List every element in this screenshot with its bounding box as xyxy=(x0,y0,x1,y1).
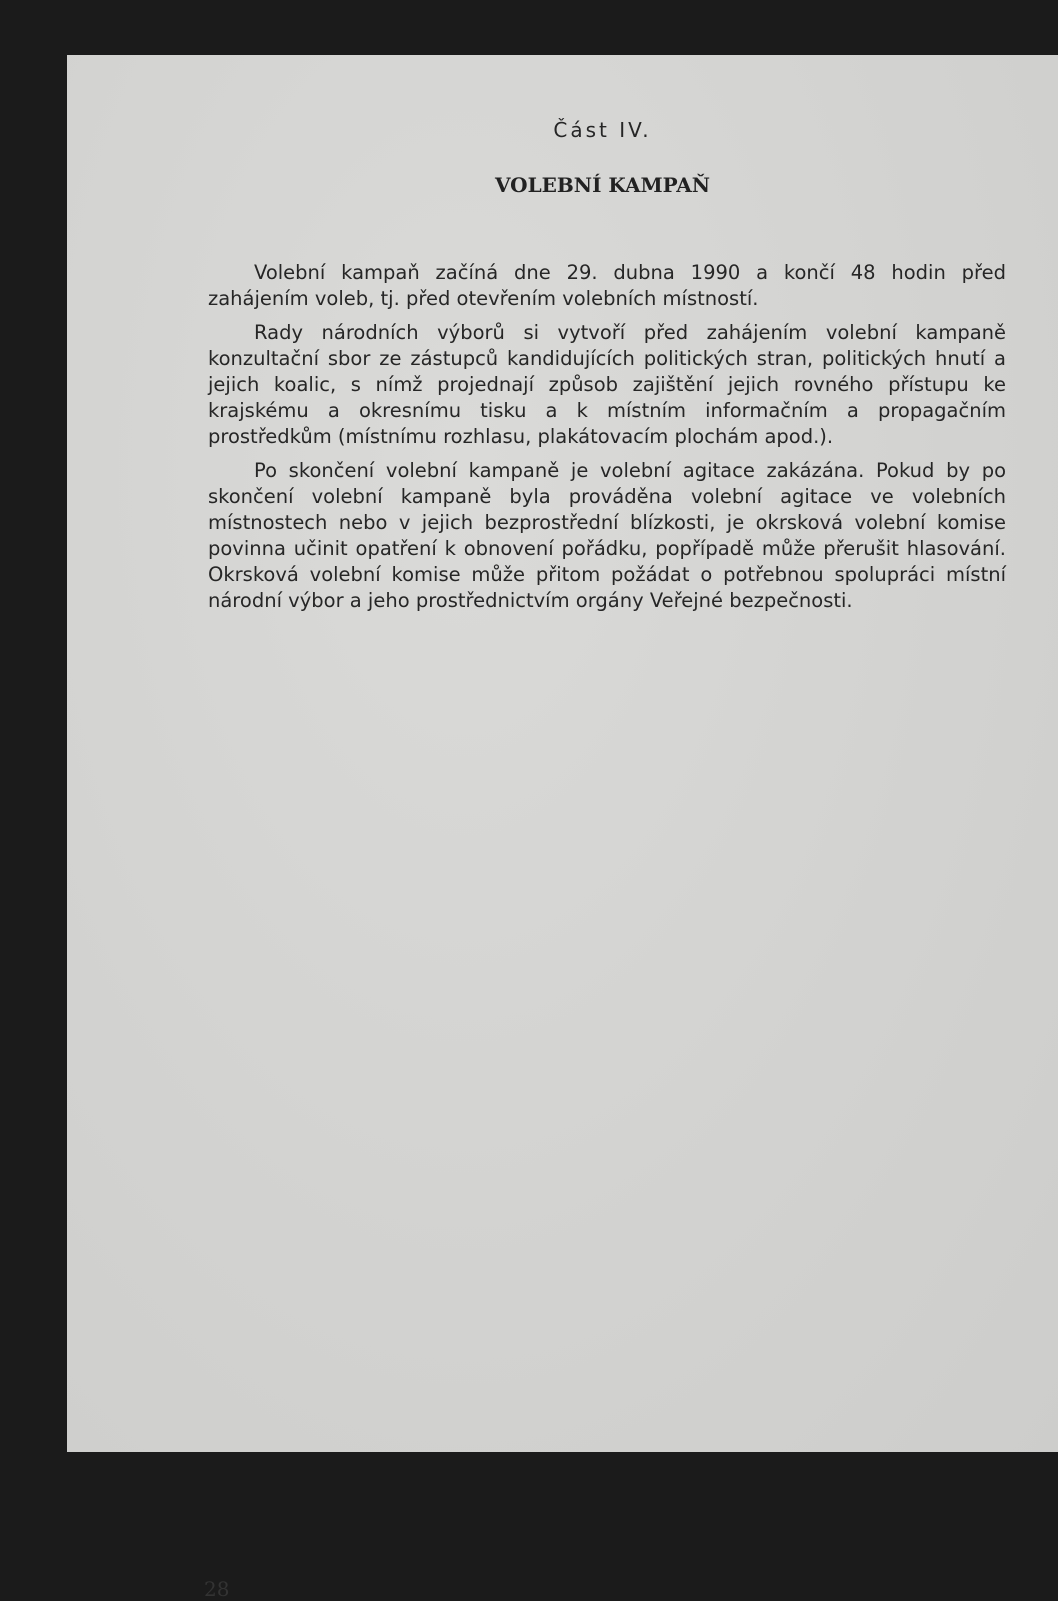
chapter-title: VOLEBNÍ KAMPAŇ xyxy=(494,173,710,197)
paragraph-2: Rady národních výborů si vytvoří před zahájením volební kampaně konzultační sbor ze zástupců kandidujících politických stran, politických hnutí a jejich koalic, s nímž projednají způsob zajištění jejich rovného přístupu ke krajskému a okresnímu tisku a k místním informačním a propagačním prostředkům (místnímu rozhlasu, plakátovacím plochám apod.). xyxy=(208,321,1006,448)
part-label: Část IV. xyxy=(553,118,652,142)
paragraph-1: Volební kampaň začíná dne 29. dubna 1990 a končí 48 hodin před zahájením voleb, tj. před otevřením volebních místností. xyxy=(208,261,1006,310)
body-text xyxy=(208,260,1006,622)
document-page xyxy=(67,55,1058,1601)
paragraph-3: Po skončení volební kampaně je volební agitace zakázána. Pokud by po skončení volební kampaně byla prováděna volební agitace ve volebních místnostech nebo v jejich bezprostřední blízkosti, je okrsková volební komise povinna učinit opatření k obnovení pořádku, popřípadě může přerušit hlasování. Okrsková volební komise může přitom požádat o potřebnou spolupráci místní národní výbor a jeho prostřednictvím orgány Veřejné bezpečnosti. xyxy=(208,459,1006,612)
page-number: 28 xyxy=(204,1577,230,1601)
